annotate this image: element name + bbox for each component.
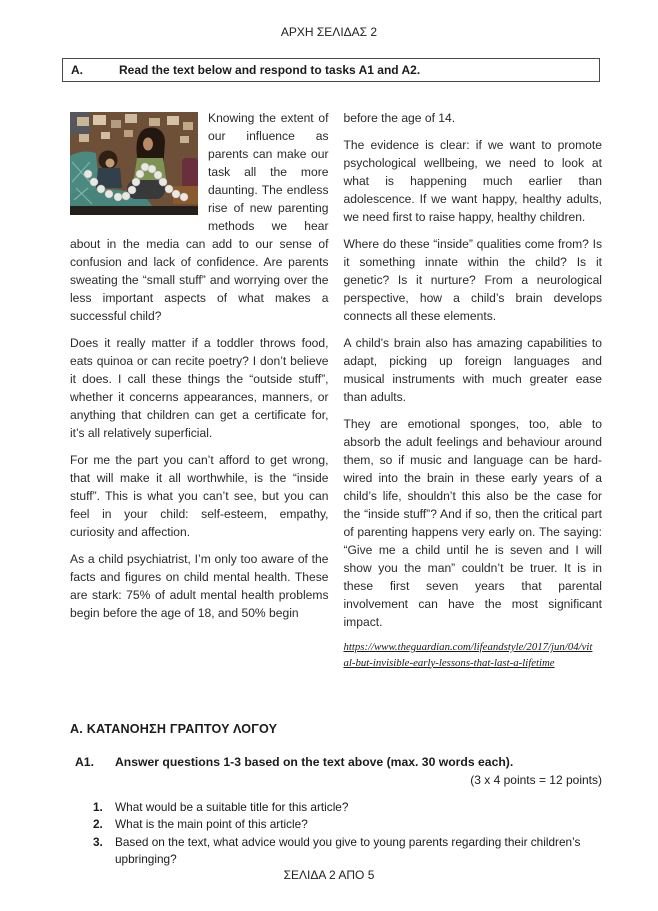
photo-illustration — [70, 112, 198, 215]
article-paragraph: They are emotional sponges, too, able to absorb the adult feelings and behaviour around them, so if music and language can be hard-wired into the brain in these early years of a child’s life, shouldn’t this also be the case for the “inside stuff”? And if so, then the critical part of parenting happens very early on. The saying: “Give me a child until he is seven and I will show you the man” couldn’t be truer. It is in these first seven years that parental involvement can have the most significant impact. — [343, 417, 602, 629]
article-paragraph: For me the part you can’t afford to get wrong, that will make it all worthwhile, is the “inside stuff”. This is what you can’t see, but you can feel in your child: self-esteem, empathy, curiosity and affection. — [70, 453, 329, 539]
article-right-column — [344, 109, 603, 671]
points-note: (3 x 4 points = 12 points) — [470, 773, 602, 787]
article-paragraph: As a child psychiatrist, I’m only too aware of the facts and figures on child mental health. These are stark: 75% of adult mental health problems begin before the age of 18, and 50% begin — [70, 552, 329, 620]
question-text: What is the main point of this article? — [115, 817, 308, 832]
task-a1-instruction: Answer questions 1-3 based on the text above (max. 30 words each). — [115, 755, 514, 769]
source-url-line1[interactable]: https://www.theguardian.com/lifeandstyle/2017/jun/04/vit — [343, 641, 593, 653]
question-number: 2. — [93, 817, 103, 832]
task-a-box — [62, 58, 600, 82]
page-header-text: ΑΡΧΗ ΣΕΛΙΔΑΣ 2 — [280, 25, 378, 39]
source-link[interactable] — [344, 640, 603, 671]
page-footer-text: ΣΕΛΙΔΑ 2 ΑΠΟ 5 — [283, 868, 375, 882]
question-number: 3. — [93, 834, 103, 849]
question-item — [93, 816, 593, 833]
article-paragraph: Knowing the extent of our influence as parents can make our task all the more daunting. The endless rise of new parenting methods we hear about in the media can add to our sense of confusion and lack of confidence. Are parents sweating the “small stuff” and worrying over the less important aspects of what makes a successful child? — [70, 111, 329, 323]
article-paragraph: Does it really matter if a toddler throws food, eats quinoa or can recite poetry? I don’t believe it does. I call these things the “outside stuff”, whether it concerns appearances, manners, or anything that children can get a certificate for, it’s all relatively superficial. — [70, 336, 329, 440]
question-item — [93, 799, 593, 816]
task-a1-block — [75, 755, 602, 787]
article — [70, 109, 602, 671]
question-text: What would be a suitable title for this article? — [115, 800, 349, 814]
section-a-heading: Α. ΚΑΤΑΝΟΗΣΗ ΓΡΑΠΤΟΥ ΛΟΓΟΥ — [70, 722, 278, 736]
article-left-column — [70, 109, 329, 671]
source-url-line2[interactable]: al-but-invisible-early-lessons-that-last-a-lifetime — [343, 656, 555, 669]
question-list — [93, 799, 593, 869]
article-paragraph: before the age of 14. — [343, 111, 456, 125]
article-paragraph: The evidence is clear: if we want to promote psychological wellbeing, we need to look at what is happening much earlier than adolescence. If we want happy, healthy adults, we need first to raise happy, healthy children. — [343, 138, 602, 224]
task-a1-label: A1. — [75, 755, 94, 769]
task-a-instruction: Read the text below and respond to tasks A1 and A2. — [119, 63, 421, 77]
question-number: 1. — [93, 800, 103, 814]
task-a1-row — [75, 755, 602, 769]
task-a-label: A. — [71, 63, 83, 77]
question-text: Based on the text, what advice would you give to young parents regarding their children’s upbringing? — [115, 834, 581, 867]
article-paragraph: A child’s brain also has amazing capabilities to adapt, picking up foreign languages and musical instruments with much greater ease than adults. — [343, 336, 602, 404]
question-item — [93, 834, 593, 869]
article-photo — [70, 112, 198, 215]
article-paragraph: Where do these “inside” qualities come from? Is it something innate within the child? Is it genetic? Is it nurture? From a neurological perspective, how a child’s brain develops connects all these elements. — [343, 237, 602, 323]
